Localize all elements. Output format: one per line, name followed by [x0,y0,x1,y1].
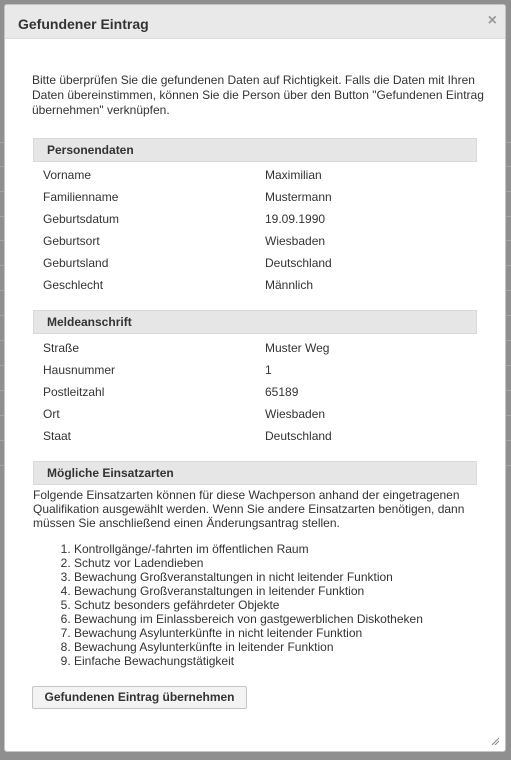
kv-label: Geschlecht [43,278,104,292]
kv-row [43,403,463,425]
list-item: 1. Kontrollgänge/-fahrten im öffentlichen Raum [74,542,423,556]
kv-value: 19.09.1990 [265,212,326,226]
kv-label: Geburtsland [43,256,109,270]
kv-value: Muster Weg [265,341,330,355]
kv-row [43,359,463,381]
close-icon[interactable]: × [487,12,497,29]
list-item: 3. Bewachung Großveranstaltungen in nicht leitender Funktion [74,570,423,584]
kv-row [43,230,463,252]
kv-value: Deutschland [265,429,332,443]
kv-value: Männlich [265,278,314,292]
kv-row [43,252,463,274]
kv-row [43,425,463,447]
kv-row [43,274,463,296]
kv-value: Mustermann [265,190,332,204]
list-item: 6. Bewachung im Einlassbereich von gastgewerblichen Diskotheken [74,612,423,626]
kv-label: Vorname [43,168,92,182]
kv-value: 65189 [265,385,299,399]
meldeanschrift-list [43,337,463,447]
dialog-titlebar[interactable] [5,5,505,39]
kv-value: 1 [265,363,272,377]
einsatzarten-list [33,542,423,668]
list-item: 9. Einfache Bewachungstätigkeit [74,654,423,668]
dialog-content [5,39,505,751]
kv-label: Ort [43,407,60,421]
kv-value: Maximilian [265,168,322,182]
kv-label: Staat [43,429,72,443]
kv-value: Deutschland [265,256,332,270]
kv-row [43,164,463,186]
kv-value: Wiesbaden [265,234,326,248]
list-item: 2. Schutz vor Ladendieben [74,556,423,570]
kv-row [43,208,463,230]
take-over-entry-button[interactable]: Gefundenen Eintrag übernehmen [32,686,247,709]
list-item: 8. Bewachung Asylunterkünfte in leitender Funktion [74,640,423,654]
resize-handle-icon[interactable] [491,737,499,745]
einsatzarten-text: Folgende Einsatzarten können für diese Wachperson anhand der eingetragenen Qualifikation ausgewählt werden. Wenn Sie andere Einsatzarten benötigen, dann müssen Sie anschließend einen Änderungsantrag stellen. [33,488,465,530]
kv-row [43,186,463,208]
kv-label: Geburtsort [43,234,100,248]
kv-label: Geburtsdatum [43,212,120,226]
found-entry-dialog [4,4,506,752]
section-header-meldeanschrift: Meldeanschrift [33,310,477,334]
list-item: 7. Bewachung Asylunterkünfte in nicht leitender Funktion [74,626,423,640]
kv-row [43,381,463,403]
list-item: 4. Bewachung Großveranstaltungen in leitender Funktion [74,584,423,598]
section-header-personendaten: Personendaten [33,138,477,162]
kv-label: Straße [43,341,80,355]
kv-label: Postleitzahl [43,385,105,399]
kv-label: Familienname [43,190,119,204]
section-header-einsatzarten: Mögliche Einsatzarten [33,461,477,485]
kv-row [43,337,463,359]
intro-text: Bitte überprüfen Sie die gefundenen Daten auf Richtigkeit. Falls die Daten mit Ihren Daten übereinstimmen, können Sie die Person über den Button "Gefundenen Eintrag übernehmen" verknüpfen. [32,73,484,117]
kv-label: Hausnummer [43,363,116,377]
dialog-title: Gefundener Eintrag [18,16,149,32]
list-item: 5. Schutz besonders gefährdeter Objekte [74,598,423,612]
personendaten-list [43,164,463,296]
kv-value: Wiesbaden [265,407,326,421]
